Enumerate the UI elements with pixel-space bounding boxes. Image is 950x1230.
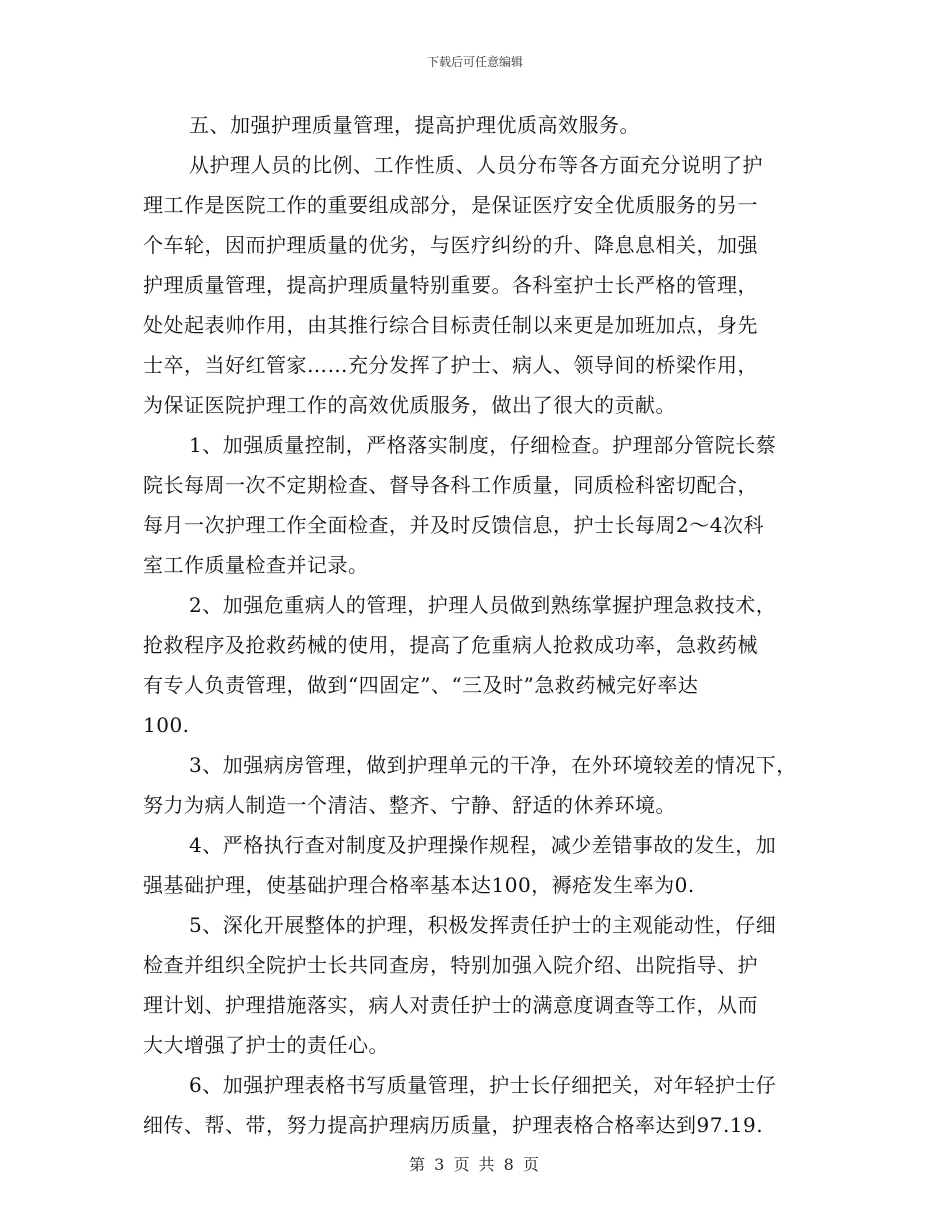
body-line: 2、加强危重病人的管理，护理人员做到熟练掌握护理急救技术，: [189, 593, 777, 617]
body-line: 4、严格执行查对制度及护理操作规程，减少差错事故的发生，加: [189, 833, 777, 857]
body-line: 理计划、护理措施落实，病人对责任护士的满意度调查等工作，从而: [143, 993, 758, 1017]
body-line: 努力为病人制造一个清洁、整齐、宁静、舒适的休养环境。: [143, 793, 676, 817]
page-header: 下载后可任意编辑: [426, 55, 523, 69]
body-line: 个车轮，因而护理质量的优劣，与医疗纠纷的升、降息息相关，加强: [143, 233, 758, 257]
body-line: 五、加强护理质量管理，提高护理优质高效服务。: [189, 113, 640, 137]
body-line: 室工作质量检查并记录。: [143, 553, 369, 577]
body-line: 3、加强病房管理，做到护理单元的干净，在外环境较差的情况下，: [189, 753, 797, 777]
body-line: 士卒，当好红管家……充分发挥了护士、病人、领导间的桥梁作用，: [143, 353, 758, 377]
body-line: 检查并组织全院护士长共同查房，特别加强入院介绍、出院指导、护: [143, 953, 758, 977]
body-line: 抢救程序及抢救药械的使用，提高了危重病人抢救成功率，急救药械: [143, 633, 758, 657]
body-line: 6、加强护理表格书写质量管理，护士长仔细把关，对年轻护士仔: [189, 1073, 777, 1097]
body-line: 护理质量管理，提高护理质量特别重要。各科室护士长严格的管理，: [143, 273, 758, 297]
body-line: 院长每周一次不定期检查、督导各科工作质量，同质检科密切配合，: [143, 473, 758, 497]
body-line: 细传、帮、带，努力提高护理病历质量，护理表格合格率达到97.19.: [143, 1113, 764, 1137]
body-line: 强基础护理，使基础护理合格率基本达100，褥疮发生率为0.: [143, 873, 695, 897]
document-body: [143, 105, 823, 1145]
body-line: 处处起表帅作用，由其推行综合目标责任制以来更是加班加点，身先: [143, 313, 758, 337]
body-line: 100.: [143, 713, 190, 737]
body-line: 有专人负责管理，做到“四固定”、“三及时”急救药械完好率达: [143, 673, 699, 697]
body-line: 每月一次护理工作全面检查，并及时反馈信息，护士长每周2～4次科: [143, 513, 764, 537]
body-line: 1、加强质量控制，严格落实制度，仔细检查。护理部分管院长蔡: [189, 433, 777, 457]
body-line: 大大增强了护士的责任心。: [143, 1033, 389, 1057]
body-line: 为保证医院护理工作的高效优质服务，做出了很大的贡献。: [143, 393, 676, 417]
page-footer: 第 3 页 共 8 页: [409, 1155, 541, 1174]
body-line: 从护理人员的比例、工作性质、人员分布等各方面充分说明了护: [189, 153, 763, 177]
body-line: 5、深化开展整体的护理，积极发挥责任护士的主观能动性，仔细: [189, 913, 777, 937]
body-line: 理工作是医院工作的重要组成部分，是保证医疗安全优质服务的另一: [143, 193, 758, 217]
